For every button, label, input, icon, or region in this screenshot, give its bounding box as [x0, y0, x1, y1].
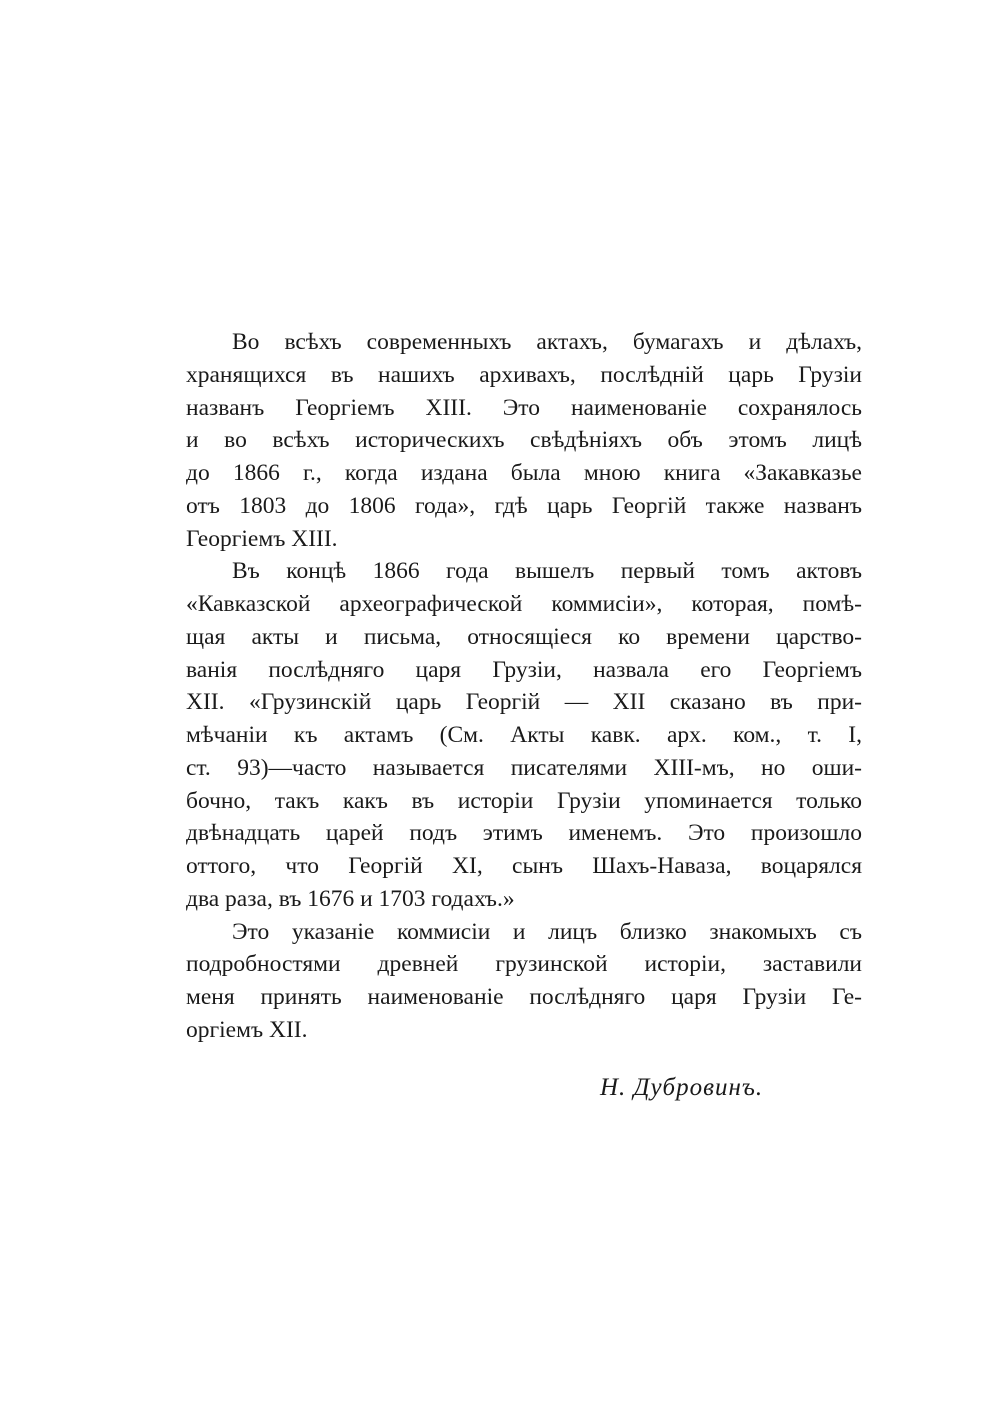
- body-text: [186, 326, 862, 1047]
- text-line: бочно, такъ какъ въ исторiи Грузiи упоминается только: [186, 787, 862, 814]
- text-line: Въ концѣ 1866 года вышелъ первый томъ актовъ: [232, 558, 862, 585]
- paragraph: [186, 555, 862, 915]
- text-line: и во всѣхъ историческихъ свѣдѣнiяхъ объ этомъ лицѣ: [186, 427, 862, 454]
- paragraph: [186, 326, 862, 555]
- text-line: хранящихся въ нашихъ архивахъ, послѣднiй царь Грузiи: [186, 361, 862, 388]
- text-line: XII. «Грузинскiй царь Георгiй — XII сказано въ при-: [186, 689, 862, 716]
- text-line: отъ 1803 до 1806 года», гдѣ царь Георгiй также названъ: [186, 492, 862, 519]
- text-line: оттого, что Георгiй XI, сынъ Шахъ-Наваза, воцарялся: [186, 853, 862, 879]
- author-signature: Н. Дубровинъ.: [600, 1074, 764, 1101]
- text-line: щая акты и письма, относящiеся ко времени царство-: [186, 623, 862, 650]
- text-line: подробностями древней грузинской исторiи, заставили: [186, 951, 862, 978]
- text-line: два раза, въ 1676 и 1703 годахъ.»: [186, 885, 515, 912]
- text-line: ванiя послѣдняго царя Грузiи, назвала его Георгiемъ: [186, 656, 862, 683]
- text-line: названъ Георгiемъ XIII. Это наименованiе сохранялось: [186, 394, 862, 421]
- text-line: ст. 93)—часто называется писателями XIII-мъ, но оши-: [186, 754, 862, 781]
- text-line: Георгiемъ XIII.: [186, 525, 338, 552]
- paragraph: [186, 916, 862, 1047]
- text-line: двѣнадцать царей подъ этимъ именемъ. Это произошло: [186, 820, 862, 847]
- text-line: «Кавказской археографической коммисiи», которая, помѣ-: [186, 591, 862, 617]
- text-line: мѣчанiи къ актамъ (См. Акты кавк. арх. ком., т. I,: [186, 722, 862, 748]
- text-line: оргiемъ XII.: [186, 1016, 308, 1043]
- text-line: Во всѣхъ современныхъ актахъ, бумагахъ и дѣлахъ,: [232, 329, 862, 355]
- text-line: Это указанiе коммисiи и лицъ близко знакомыхъ съ: [232, 918, 862, 945]
- text-line: до 1866 г., когда издана была мною книга «Закавказье: [186, 460, 862, 486]
- text-line: меня принять наименованiе послѣдняго царя Грузiи Ге-: [186, 984, 862, 1010]
